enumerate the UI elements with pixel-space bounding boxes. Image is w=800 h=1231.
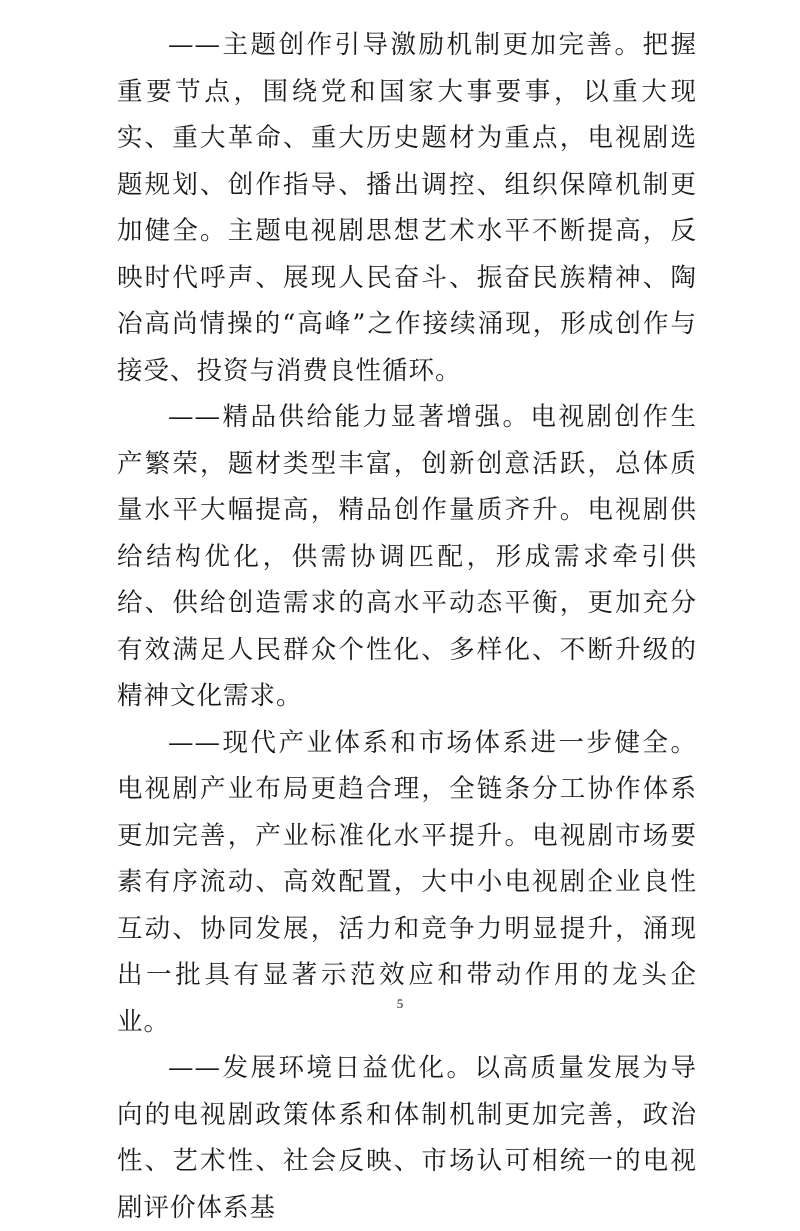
document-body xyxy=(117,22,697,1231)
paragraph-quality-supply: ——精品供给能力显著增强。电视剧创作生产繁荣，题材类型丰富，创新创意活跃，总体质量水平大幅提高，精品创作量质齐升。电视剧供给结构优化，供需协调匹配，形成需求牵引供给、供给创造需求的高水平动态平衡，更加充分有效满足人民群众个性化、多样化、不断升级的精神文化需求。 xyxy=(117,402,697,711)
paragraph-development-environment: ——发展环境日益优化。以高质量发展为导向的电视剧政策体系和体制机制更加完善，政治性、艺术性、社会反映、市场认可相统一的电视剧评价体系基 xyxy=(117,1053,697,1223)
paragraph-theme-creation: ——主题创作引导激励机制更加完善。把握重要节点，围绕党和国家大事要事，以重大现实、重大革命、重大历史题材为重点，电视剧选题规划、创作指导、播出调控、组织保障机制更加健全。主题电视剧思想艺术水平不断提高，反映时代呼声、展现人民奋斗、振奋民族精神、陶冶高尚情操的“高峰”之作接续涌现，形成创作与接受、投资与消费良性循环。 xyxy=(117,30,697,386)
paragraph-industry-market-system: ——现代产业体系和市场体系进一步健全。电视剧产业布局更趋合理，全链条分工协作体系更加完善，产业标准化水平提升。电视剧市场要素有序流动、高效配置，大中小电视剧企业良性互动、协同发展，活力和竞争力明显提升，涌现出一批具有显著示范效应和带动作用的龙头企业。 xyxy=(117,727,697,1037)
page-number: 5 xyxy=(396,996,404,1011)
